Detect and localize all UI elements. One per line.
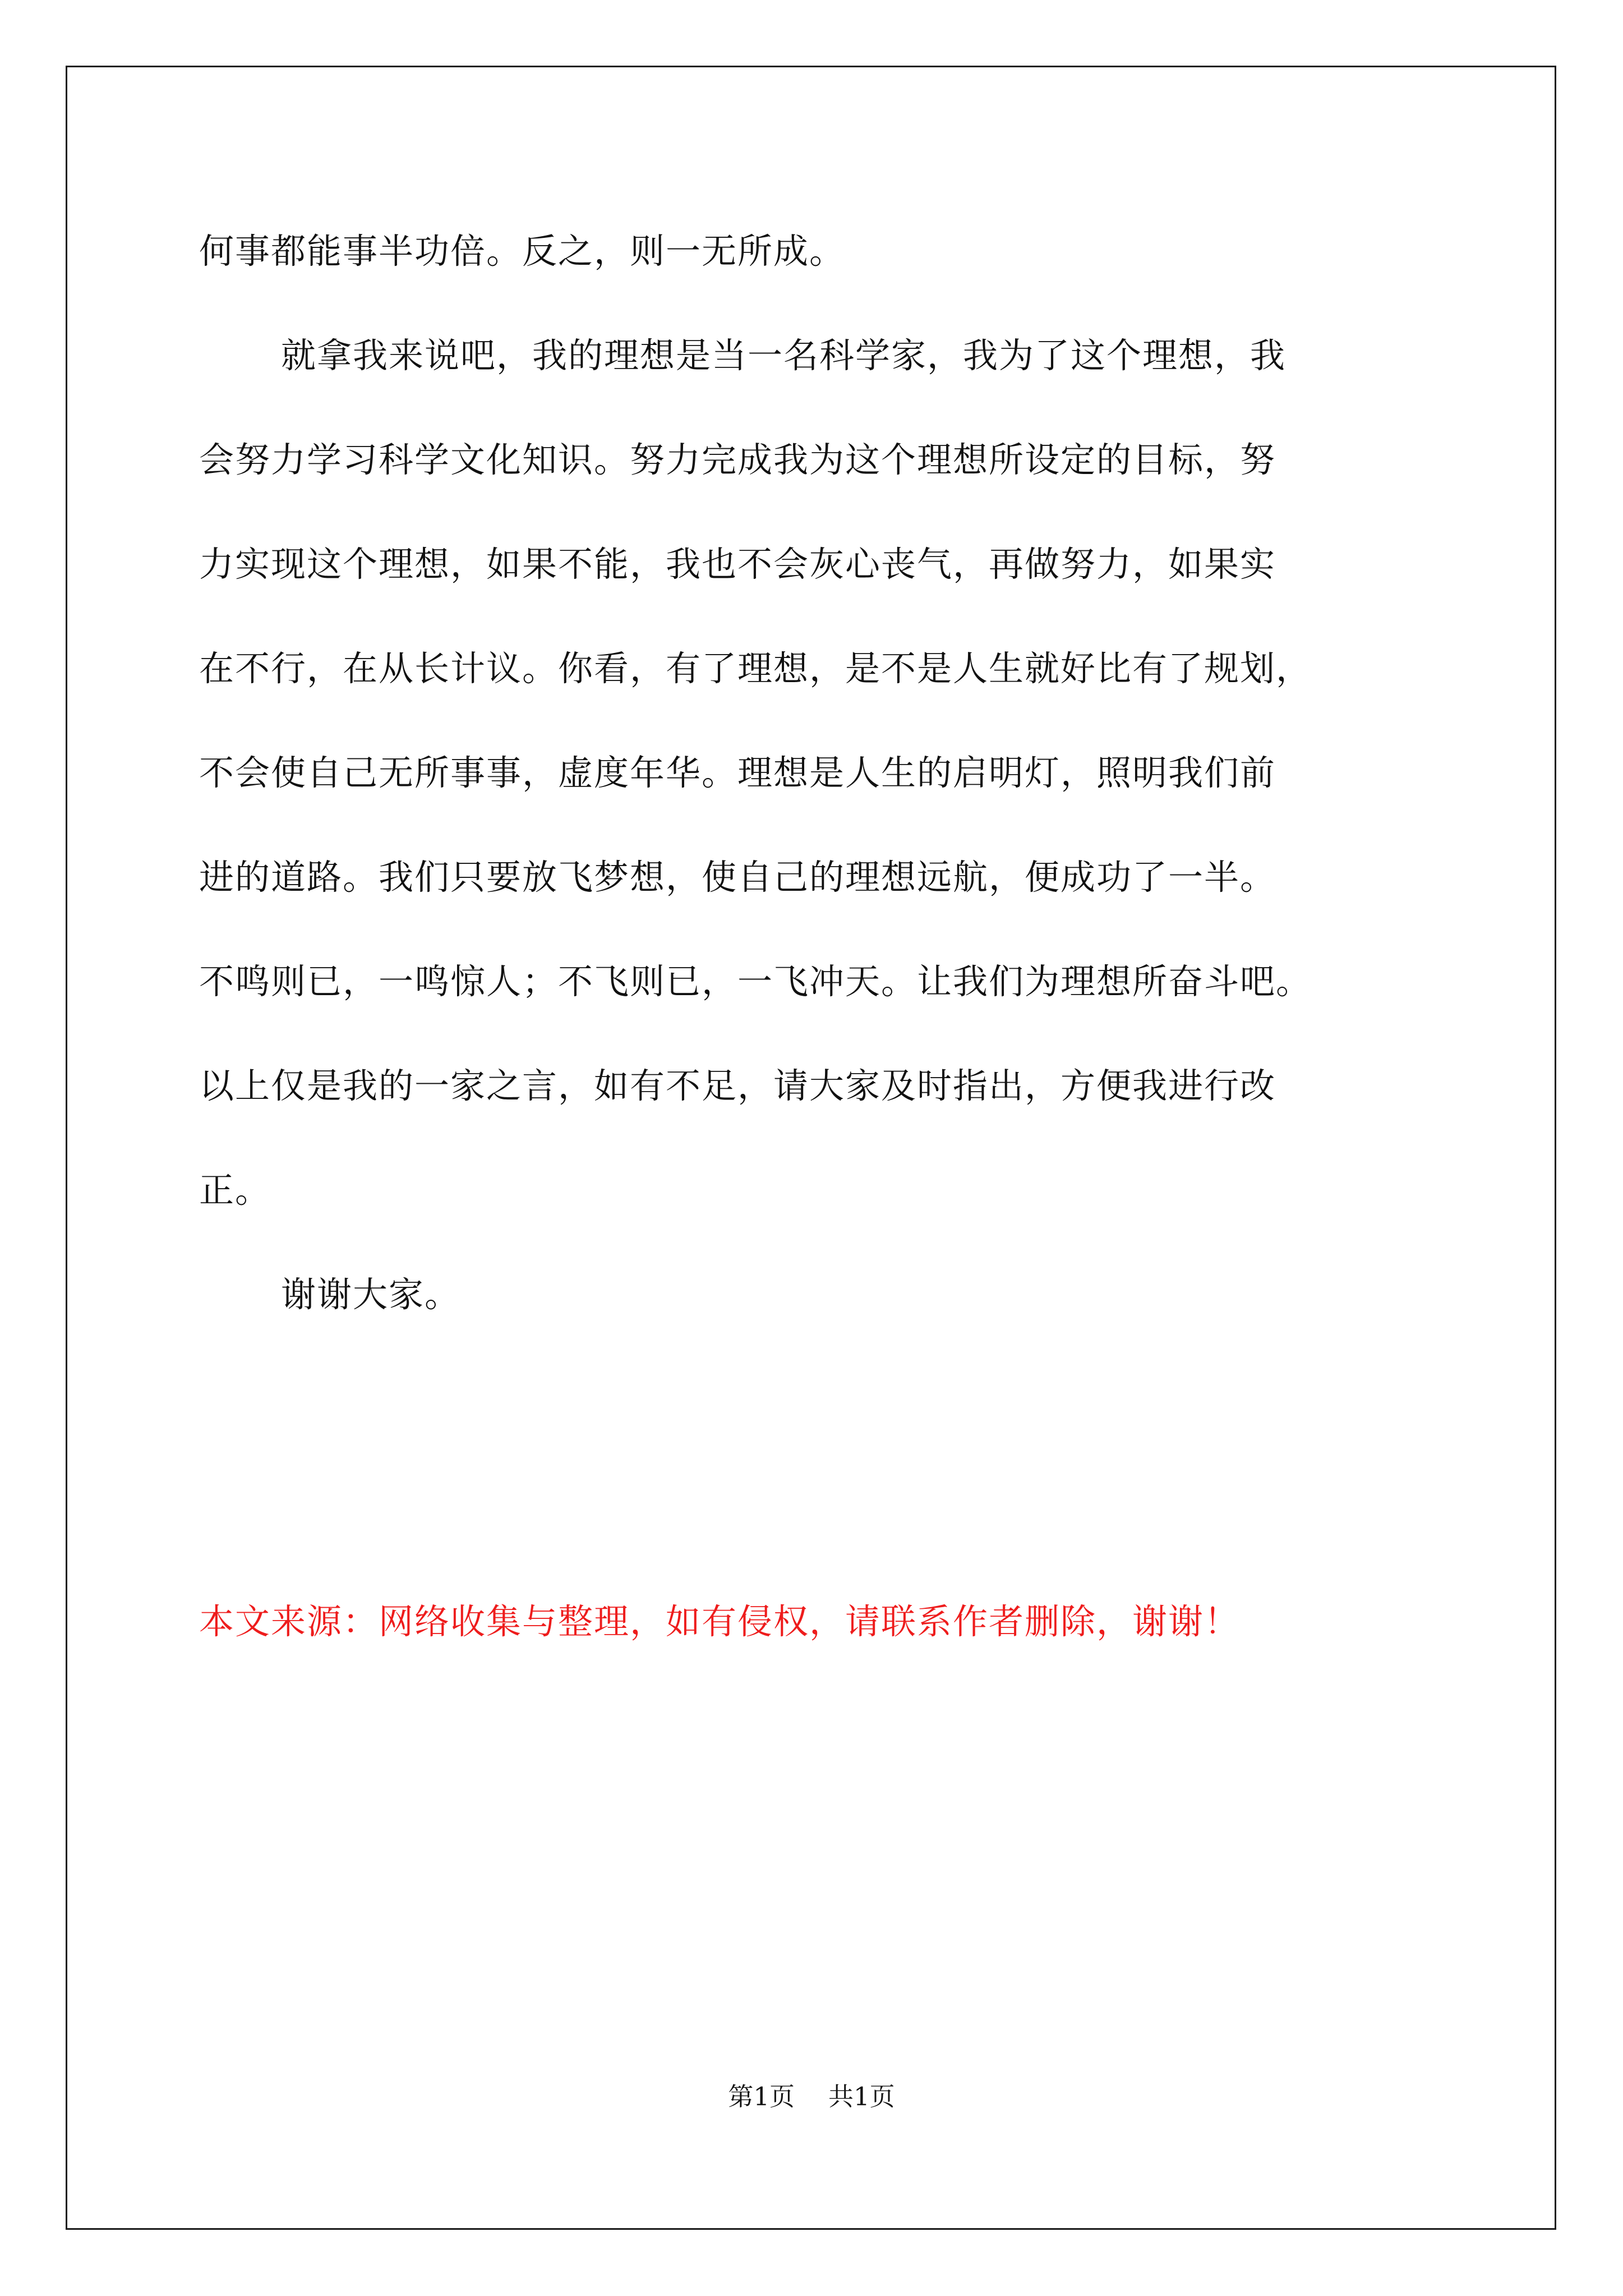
page-footer (0, 2080, 1623, 2114)
body-line: 力实现这个理想，如果不能，我也不会灰心丧气，再做努力，如果实 (199, 544, 1276, 585)
total-pages-label: 共1页 (828, 2082, 895, 2111)
body-line: 就拿我来说吧，我的理想是当一名科学家，我为了这个理想，我 (281, 335, 1287, 376)
body-line: 正。 (199, 1170, 271, 1211)
body-line: 不鸣则已，一鸣惊人；不飞则已，一飞冲天。让我们为理想所奋斗吧。 (199, 961, 1312, 1002)
body-line: 进的道路。我们只要放飞梦想，使自己的理想远航，便成功了一半。 (199, 857, 1276, 898)
document-body (199, 199, 1430, 1347)
body-line: 在不行，在从长计议。你看，有了理想，是不是人生就好比有了规划， (199, 648, 1312, 689)
body-line: 以上仅是我的一家之言，如有不足，请大家及时指出，方便我进行改 (199, 1065, 1276, 1106)
body-line: 不会使自己无所事事，虚度年华。理想是人生的启明灯，照明我们前 (199, 752, 1276, 793)
source-note: 本文来源：网络收集与整理，如有侵权，请联系作者删除，谢谢！ (199, 1601, 1241, 1642)
current-page-label: 第1页 (728, 2082, 795, 2111)
body-line: 何事都能事半功倍。反之，则一无所成。 (199, 231, 846, 272)
closing-line: 谢谢大家。 (281, 1274, 461, 1315)
body-line: 会努力学习科学文化知识。努力完成我为这个理想所设定的目标，努 (199, 439, 1276, 480)
